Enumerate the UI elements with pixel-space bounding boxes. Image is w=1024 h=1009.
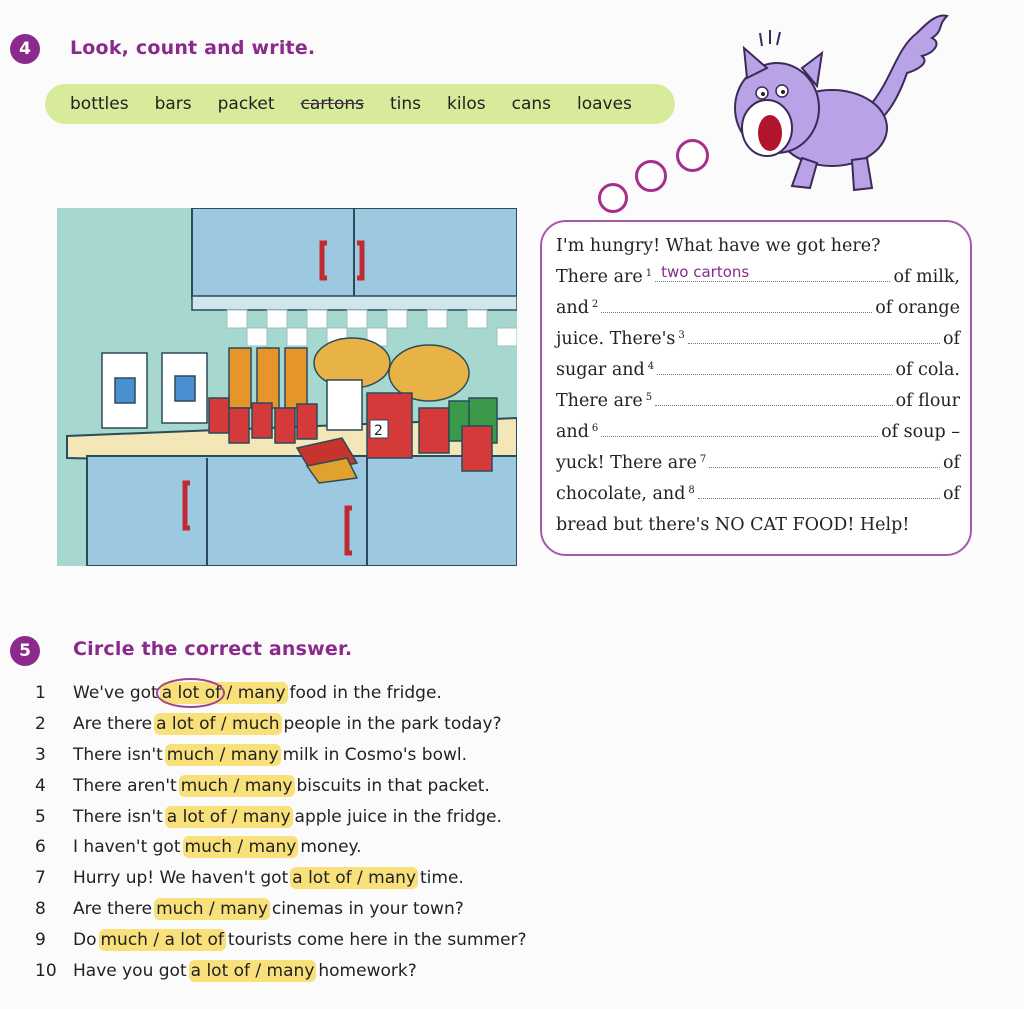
question-row	[35, 770, 527, 801]
sugar-label: 2	[374, 423, 383, 439]
passage-text: of flour	[895, 391, 960, 411]
answer-gap[interactable]	[601, 298, 872, 313]
gap-number: 3	[678, 330, 685, 341]
question-text: Are there	[73, 714, 153, 735]
gap-number: 6	[591, 423, 599, 434]
question-row	[35, 894, 527, 925]
question-text: biscuits in that packet.	[296, 775, 490, 796]
question-text: I haven't got	[73, 837, 181, 858]
answer-gap[interactable]	[657, 360, 892, 375]
exercise-number-badge: 4	[10, 34, 40, 64]
passage-line: I'm hungry! What have we got here?	[556, 236, 881, 256]
question-text: Are there	[73, 898, 153, 919]
answer-options[interactable]: a lot of / many	[292, 868, 416, 889]
question-text: milk in Cosmo's bowl.	[282, 744, 468, 765]
passage-text: chocolate, and	[556, 484, 686, 504]
answer-options[interactable]: much / many	[166, 744, 279, 765]
answer-options[interactable]: a lot of / many	[190, 960, 315, 981]
passage-text: sugar and	[556, 360, 645, 380]
question-row	[35, 924, 527, 955]
gap-number: 4	[647, 361, 655, 372]
question-number: 8	[35, 898, 46, 919]
question-text: There aren't	[73, 775, 177, 796]
answer-options[interactable]: much / many	[156, 898, 268, 919]
question-text: Do	[73, 929, 97, 950]
question-text: people in the park today?	[283, 714, 502, 735]
passage-text: of	[942, 453, 960, 473]
answer-gap[interactable]	[655, 391, 892, 406]
question-list	[35, 678, 527, 986]
question-number: 3	[35, 744, 46, 765]
question-row	[35, 955, 527, 986]
question-row	[35, 832, 527, 863]
word-bank-item: kilos	[447, 94, 486, 114]
question-text: Hurry up! We haven't got	[73, 868, 289, 889]
option-text: many	[237, 683, 286, 704]
word-bank-item: loaves	[577, 94, 632, 114]
question-text: homework?	[318, 960, 417, 981]
passage-text: of	[942, 484, 960, 504]
gap-number: 2	[591, 299, 599, 310]
question-text: money.	[300, 837, 362, 858]
passage-text: juice. There's	[556, 329, 676, 349]
question-text: food in the fridge.	[289, 683, 442, 704]
answer-options[interactable]: much / a lot of	[100, 929, 224, 950]
passage-text: of	[942, 329, 960, 349]
answer-options[interactable]: a lot of / many	[166, 806, 291, 827]
exercise-title: Circle the correct answer.	[73, 638, 353, 660]
answer-gap[interactable]	[655, 263, 890, 282]
question-text: apple juice in the fridge.	[294, 806, 502, 827]
question-text: There isn't	[73, 744, 163, 765]
exercise-number-badge: 5	[10, 636, 40, 666]
question-number: 2	[35, 714, 46, 735]
circled-answer[interactable]	[162, 683, 221, 703]
passage-text: and	[556, 298, 589, 318]
question-number: 5	[35, 806, 46, 827]
question-text: There isn't	[73, 806, 163, 827]
question-row	[35, 801, 527, 832]
question-row	[35, 678, 527, 709]
thought-bubble-dot	[635, 160, 667, 192]
question-number: 4	[35, 775, 46, 796]
passage-text: There are	[556, 267, 643, 287]
question-text: tourists come here in the summer?	[227, 929, 527, 950]
cat-illustration	[722, 8, 952, 200]
exercise-title: Look, count and write.	[70, 37, 316, 59]
passage-text: There are	[556, 391, 643, 411]
question-text: Have you got	[73, 960, 187, 981]
passage-text: and	[556, 422, 589, 442]
answer-gap[interactable]	[688, 329, 940, 344]
answer-options[interactable]: much / many	[180, 775, 293, 796]
passage-text: of cola.	[895, 360, 960, 380]
word-bank-item-used: cartons	[300, 94, 364, 114]
gap-number: 7	[699, 454, 707, 465]
passage-text: yuck! There are	[556, 453, 697, 473]
word-bank-item: cans	[511, 94, 551, 114]
question-text: time.	[420, 868, 464, 889]
answer-gap[interactable]	[601, 422, 878, 437]
word-bank-item: bottles	[70, 94, 129, 114]
answer-circle	[156, 678, 225, 708]
answer-gap[interactable]	[709, 453, 940, 468]
question-number: 7	[35, 868, 46, 889]
question-number: 6	[35, 837, 46, 858]
question-text: We've got	[73, 683, 158, 704]
answer-gap[interactable]	[698, 484, 940, 499]
question-number: 1	[35, 683, 46, 704]
example-answer: two cartons	[661, 263, 750, 281]
gap-number: 5	[645, 392, 653, 403]
option-text: a lot of	[161, 683, 222, 704]
thought-bubble-dot	[676, 139, 709, 172]
word-bank-item: tins	[390, 94, 422, 114]
passage-text: of orange	[875, 298, 960, 318]
question-text: cinemas in your town?	[271, 898, 464, 919]
question-number: 9	[35, 929, 46, 950]
cat-speech-box	[540, 220, 972, 556]
gap-number: 8	[688, 485, 695, 496]
word-bank	[45, 84, 675, 124]
passage-text: of soup –	[881, 422, 960, 442]
question-number: 10	[35, 960, 57, 981]
passage-line: bread but there's NO CAT FOOD! Help!	[556, 515, 910, 535]
gap-number: 1	[645, 268, 653, 279]
option-separator: /	[221, 683, 238, 704]
question-row	[35, 863, 527, 894]
question-row	[35, 740, 527, 771]
passage-text: of milk,	[893, 267, 960, 287]
word-bank-item: packet	[217, 94, 275, 114]
answer-options[interactable]: much / many	[184, 837, 297, 858]
answer-options[interactable]: a lot of / much	[156, 714, 280, 735]
thought-bubble-dot	[598, 183, 628, 213]
word-bank-item: bars	[154, 94, 192, 114]
answer-options[interactable]	[160, 682, 288, 704]
kitchen-illustration	[57, 208, 517, 566]
question-row	[35, 709, 527, 740]
